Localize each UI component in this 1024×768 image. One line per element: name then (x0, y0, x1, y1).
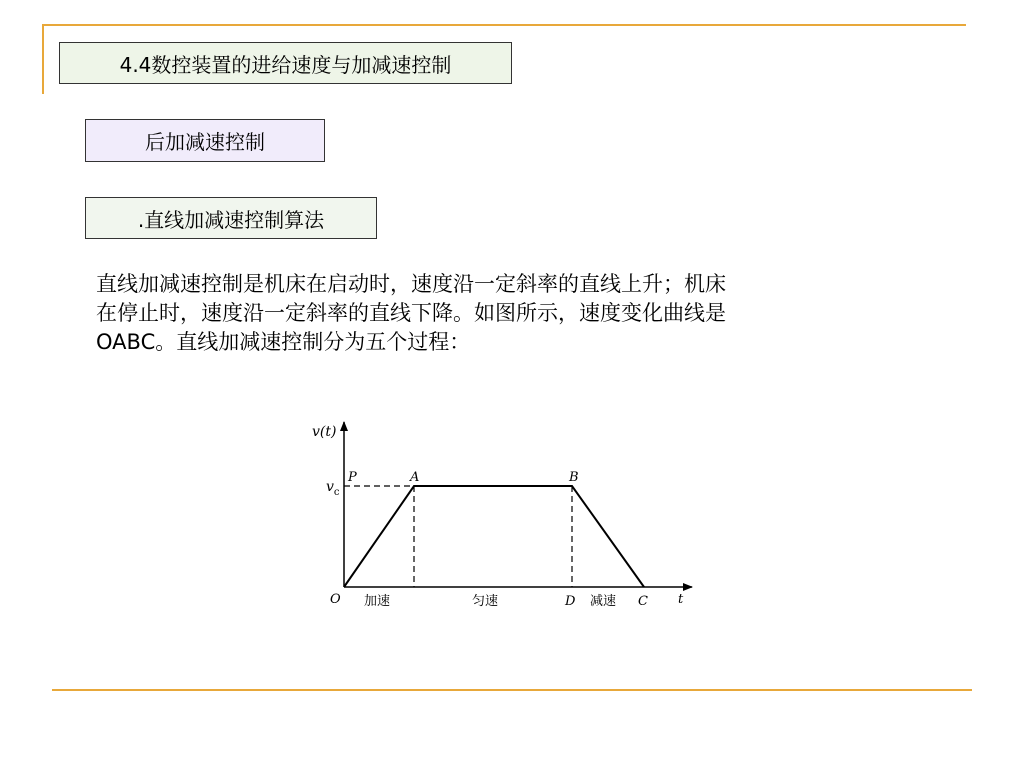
body-paragraph (96, 270, 886, 357)
y-axis-label: v(t) (312, 424, 337, 440)
point-b-label: B (569, 470, 579, 485)
velocity-curve (344, 486, 644, 587)
left-accent-bar (42, 24, 44, 94)
paragraph-line: 直线加减速控制是机床在启动时，速度沿一定斜率的直线上升；机床 (96, 272, 726, 296)
phase-decel-label: 减速 (590, 594, 617, 609)
bottom-divider (52, 689, 972, 691)
top-divider (42, 24, 966, 26)
point-a-label: A (410, 470, 420, 485)
paragraph-line: OABC。直线加减速控制分为五个过程： (96, 330, 471, 354)
slide-title: 4.4数控装置的进给速度与加减速控制 (119, 52, 452, 77)
subtitle-box (85, 119, 325, 162)
phase-accel-label: 加速 (364, 594, 391, 609)
section-heading: .直线加减速控制算法 (137, 207, 325, 232)
phase-constant-label: 匀速 (472, 594, 499, 609)
section-heading-box (85, 197, 377, 239)
point-p-label: P (348, 470, 357, 485)
velocity-profile-diagram (300, 410, 710, 615)
x-axis-label: t (678, 592, 684, 607)
origin-label: O (330, 592, 341, 607)
subtitle: 后加减速控制 (145, 130, 265, 154)
point-d-label: D (565, 594, 576, 609)
point-c-label: C (638, 594, 648, 609)
paragraph-line: 在停止时，速度沿一定斜率的直线下降。如图所示，速度变化曲线是 (96, 301, 726, 325)
slide-title-box (59, 42, 512, 84)
vc-label: $v_c$ (326, 479, 340, 498)
